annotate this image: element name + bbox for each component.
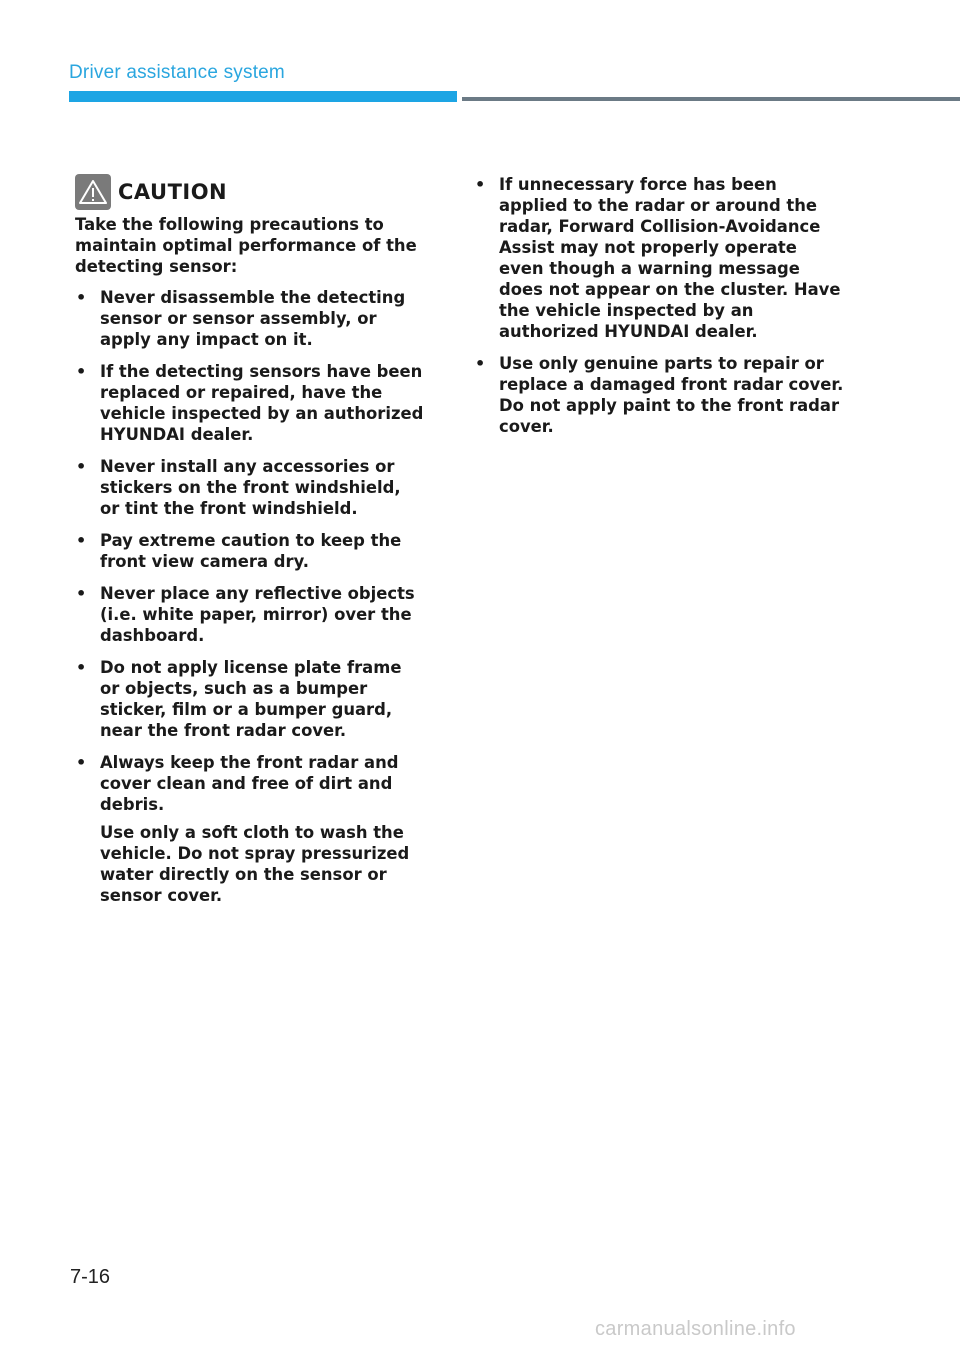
bullet-icon: • (76, 288, 87, 307)
bullet-icon: • (76, 584, 87, 603)
caution-sub-paragraph: Use only a soft cloth to wash the vehicle. Do not spray pressurized water directly on the sensor or sensor cover. (100, 823, 410, 905)
bullet-icon: • (475, 175, 486, 194)
caution-heading (75, 172, 425, 212)
page-number: 7-16 (70, 1266, 111, 1288)
list-item: • If unnecessary force has been applied to the radar or around the radar, Forward Collision-Avoidance Assist may not properly operate even though a warning message does not appear on the cluster. Have the vehicle inspected by an authorized HYUNDAI dealer. (475, 175, 841, 341)
caution-title: CAUTION (118, 180, 228, 204)
bullet-icon: • (76, 457, 87, 476)
caution-list-left (75, 287, 425, 815)
caution-intro: Take the following precautions to maintain optimal performance of the detecting sensor: (75, 215, 417, 276)
list-item: • Pay extreme caution to keep the front view camera dry. (76, 531, 402, 571)
bullet-icon: • (76, 658, 87, 677)
bullet-icon: • (76, 531, 87, 550)
list-item: • If the detecting sensors have been replaced or repaired, have the vehicle inspected by an authorized HYUNDAI dealer. (76, 362, 424, 444)
caution-column-right (474, 174, 844, 448)
watermark: carmanualsonline.info (595, 1318, 796, 1340)
section-header-rule (462, 97, 960, 101)
list-item: • Do not apply license plate frame or objects, such as a bumper sticker, film or a bumper guard, near the front radar cover. (76, 658, 402, 740)
section-header-title: Driver assistance system (69, 62, 285, 83)
list-item: • Never disassemble the detecting sensor or sensor assembly, or apply any impact on it. (76, 288, 406, 349)
caution-column-left (75, 172, 425, 922)
bullet-icon: • (76, 362, 87, 381)
bullet-icon: • (76, 753, 87, 772)
list-item: • Use only genuine parts to repair or replace a damaged front radar cover. Do not apply paint to the front radar cover. (475, 354, 844, 436)
bullet-icon: • (475, 354, 486, 373)
list-item: • Never install any accessories or stickers on the front windshield, or tint the front windshield. (76, 457, 401, 518)
warning-triangle-icon (75, 174, 111, 210)
list-item: • Always keep the front radar and cover clean and free of dirt and debris. (76, 753, 399, 814)
section-header-bar (69, 91, 457, 102)
caution-list-right (474, 174, 844, 437)
list-item: • Never place any reflective objects (i.e. white paper, mirror) over the dashboard. (76, 584, 415, 645)
